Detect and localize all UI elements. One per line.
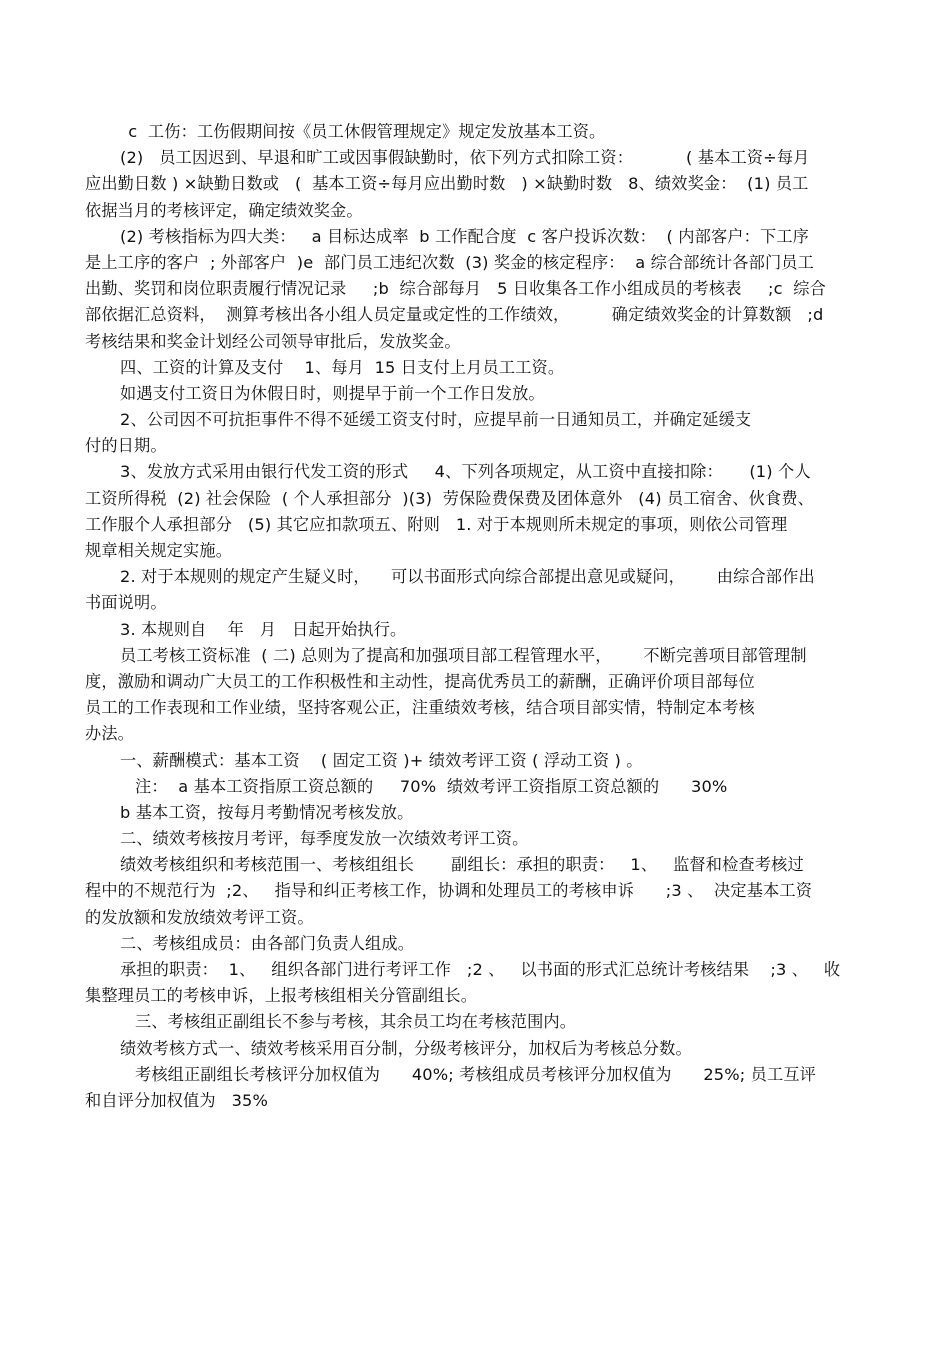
text-line: 工资所得税 (2) 社会保险 ( 个人承担部分 )(3) 劳保险费保费及团体意外 (4) 员工宿舍、伙食费、 (85, 488, 815, 508)
text-line: 注： a 基本工资指原工资总额的 70% 绩效考评工资指原工资总额的 30% (135, 776, 728, 796)
text-line: 部依据汇总资料， 测算考核出各小组人员定量或定性的工作绩效， 确定绩效奖金的计算数额 ;d (85, 305, 824, 325)
text-line: 程中的不规范行为 ;2、 指导和纠正考核工作，协调和处理员工的考核申诉 ;3 、 决定基本工资 (85, 881, 813, 901)
text-line: 二、绩效考核按月考评，每季度发放一次绩效考评工资。 (120, 829, 529, 849)
text-line: 付的日期。 (85, 436, 167, 456)
text-line: 承担的职责： 1、 组织各部门进行考评工作 ;2 、 以书面的形式汇总统计考核结果 ;3 、 收 (120, 960, 841, 979)
text-line: 2、公司因不可抗拒事件不得不延缓工资支付时，应提早前一日通知员工，并确定延缓支 (120, 410, 752, 430)
text-line: 依据当月的考核评定，确定绩效奖金。 (85, 200, 363, 220)
text-line: 度，激励和调动广大员工的工作积极性和主动性，提高优秀员工的薪酬，正确评价项目部每位 (85, 671, 755, 691)
text-line: (2) 考核指标为四大类： a 目标达成率 b 工作配合度 c 客户投诉次数： ( 内部客户：下工序 (120, 226, 809, 246)
text-line: (2) 员工因迟到、早退和旷工或因事假缺勤时，依下列方式扣除工资： ( 基本工资÷每月 (120, 148, 810, 168)
text-line: 书面说明。 (85, 593, 167, 613)
text-line: 应出勤日数 ) ×缺勤日数或 ( 基本工资÷每月应出勤时数 ) ×缺勤时数 8、绩效奖金： (1) 员工 (85, 174, 809, 194)
document-body (85, 119, 865, 1114)
text-line: 考核组正副组长考核评分加权值为 40%; 考核组成员考核评分加权值为 25%; 员工互评 (135, 1064, 817, 1084)
text-line: 员工的工作表现和工作业绩，坚持客观公正，注重绩效考核，结合项目部实情，特制定本考核 (85, 698, 755, 718)
text-line: 考核结果和奖金计划经公司领导审批后，发放奖金。 (85, 331, 461, 351)
text-line: 是上工序的客户 ; 外部客户 )e 部门员工违纪次数 (3) 奖金的核定程序： a 综合部统计各部门员工 (85, 252, 814, 272)
text-line: 规章相关规定实施。 (85, 541, 233, 560)
text-line: 的发放额和发放绩效考评工资。 (85, 907, 314, 927)
text-line: 一、薪酬模式：基本工资 ( 固定工资 )+ 绩效考评工资 ( 浮动工资 ) 。 (120, 750, 643, 770)
text-line: 和自评分加权值为 35% (85, 1090, 269, 1110)
text-line: 3、发放方式采用由银行代发工资的形式 4、下列各项规定，从工资中直接扣除： (1) 个人 (120, 462, 811, 482)
text-line: 四、工资的计算及支付 1、每月 15 日支付上月员工工资。 (120, 357, 565, 377)
text-line: 3. 本规则自 年 月 日起开始执行。 (120, 619, 407, 639)
text-line: 工作服个人承担部分 (5) 其它应扣款项五、附则 1. 对于本规则所未规定的事项，则依公司管理 (85, 514, 788, 534)
text-line: 绩效考核组织和考核范围一、考核组组长 副组长：承担的职责： 1、 监督和检查考核过 (120, 855, 804, 875)
text-line: 如遇支付工资日为休假日时，则提早于前一个工作日发放。 (120, 383, 545, 403)
text-line: 出勤、奖罚和岗位职责履行情况记录 ;b 综合部每月 5 日收集各工作小组成员的考核表 ;c 综合 (85, 279, 826, 299)
text-line: 集整理员工的考核申诉，上报考核组相关分管副组长。 (85, 986, 478, 1006)
text-line: 员工考核工资标准 ( 二) 总则为了提高和加强项目部工程管理水平， 不断完善项目部管理制 (120, 645, 807, 665)
text-line: b 基本工资，按每月考勤情况考核发放。 (120, 802, 414, 822)
text-line: 办法。 (85, 724, 135, 744)
text-line: 三、考核组正副组长不参与考核，其余员工均在考核范围内。 (135, 1012, 577, 1032)
text-line: c 工伤：工伤假期间按《员工休假管理规定》规定发放基本工资。 (123, 122, 606, 141)
text-line: 绩效考核方式一、绩效考核采用百分制，分级考核评分，加权后为考核总分数。 (120, 1038, 692, 1058)
text-line: 2. 对于本规则的规定产生疑义时， 可以书面形式向综合部提出意见或疑问， 由综合部作出 (120, 567, 815, 587)
text-line: 二、考核组成员：由各部门负责人组成。 (120, 933, 415, 953)
